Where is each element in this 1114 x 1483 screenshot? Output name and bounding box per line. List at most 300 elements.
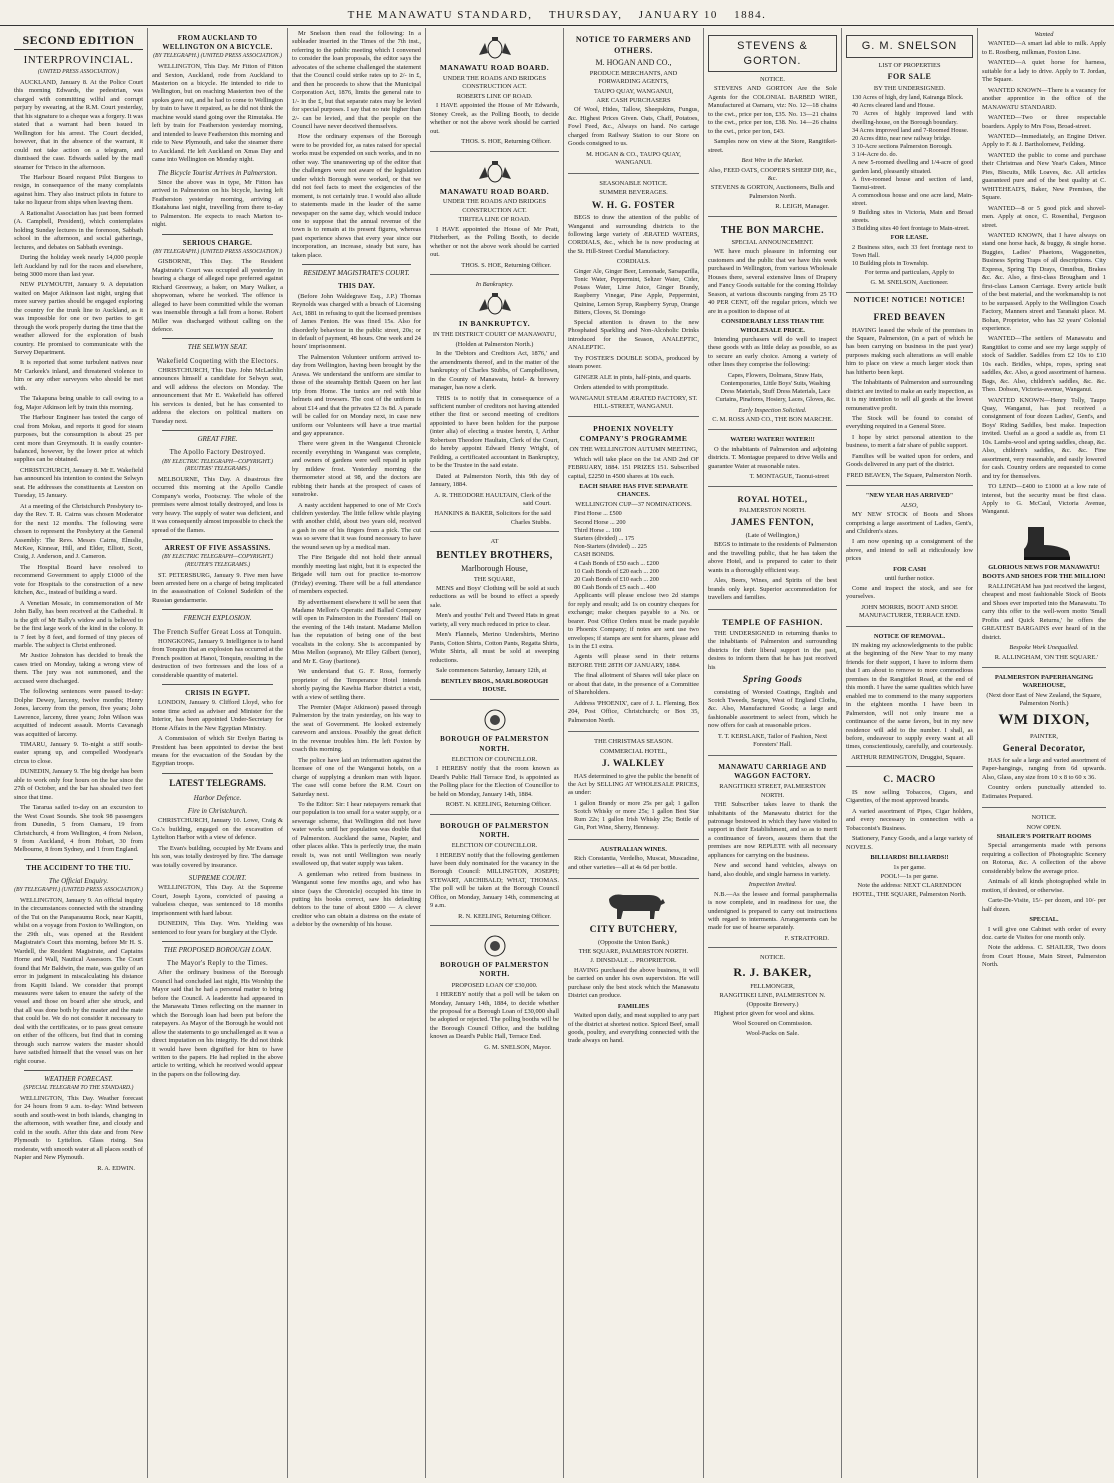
property-item: 20 Acres ditto, near new railway bridge. xyxy=(852,134,952,142)
article-paragraph: Since the above was in type, Mr Fitton has arrived in Palmerston on his bicycle, having left Featherston yesterday morning, arriving at Ekatahuna last night, travelling from there to-day to Palmerston. He expects to reach Marton to-night. xyxy=(152,178,283,229)
article-paragraph: A Rationalist Association has just been formed (A. Campbell, President), which contemplates holding Sunday lectures in the forenoon, Sabbath school in the afternoon, and social gatherings, lectures, and debates on Sabbath evenings. xyxy=(14,209,143,251)
ad-line: BOOTS AND SHOES FOR THE MILLION! xyxy=(982,573,1106,581)
divider xyxy=(162,773,273,774)
ad-body: Rich Constantia, Verdelho, Muscat, Muscadine, and other varieties—all at 4s 6d per bottle. xyxy=(568,855,699,871)
wines-ad xyxy=(568,842,699,879)
newspaper-columns xyxy=(10,28,1110,1478)
article-paragraph: Mr Justice Johnston has decided to break the cases tried on Monday, taking a wrong view of them. The jury was not summoned, and the accused were discharged. xyxy=(14,652,143,685)
ad-line: FOR SALE xyxy=(887,71,932,81)
ad-line: SEASONABLE NOTICE. xyxy=(599,179,668,187)
wanted-ad: WANTED the public to come and purchase their Christmas and New Year's Cakes, Mince Pies, Biscuits, Milk Loaves, &c. All articles guaranteed pure and of the best quality at C. WHITEHEAD'S, Baker, New Premises, the Square. xyxy=(982,151,1106,202)
article-paragraph: MELBOURNE, This Day. A disastrous fire occurred this morning at the Apollo Candle Company's works, Footscray. The whole of the premises were almost totally destroyed, and loss is very heavy. The supply of water was deficient, and it was consequently almost impossible to check the spread of the flames. xyxy=(152,475,283,534)
wanted-ad: WANTED KNOWN—There is a vacancy for another apprentice in the office of the MANAWATU STANDARD. xyxy=(982,86,1106,111)
ad-body: Country orders punctually attended to. Estimates Prepared. xyxy=(982,784,1106,800)
credit: (UNITED PRESS ASSOCIATION.) xyxy=(37,69,120,76)
ad-body: Intending purchasers will do well to inspect these goods with as little delay as possible, so as to secure an early choice. Among a variety of other lines they comprise the following: xyxy=(708,336,837,369)
wanted-ad: WANTED—A quiet horse for harness, suitable for a lady to drive. Apply to T. Jordan, The Square. xyxy=(982,59,1106,84)
ad-body: Agents will please send in their returns BEFORE THE 28TH OF JANUARY, 1884. xyxy=(568,653,699,669)
ad-line: SPECIAL ANNOUNCEMENT. xyxy=(731,239,814,247)
ad-line: CONSIDERABLY LESS THAN THE WHOLESALE PRICE. xyxy=(721,318,824,334)
ad-signature: ROBT. N. KEELING, Returning Officer. xyxy=(445,801,551,809)
credit: (BY TELEGRAPH.) (UNITED PRESS ASSOCIATION.) xyxy=(153,53,282,60)
ad-signature: JOHN MORRIS, BOOT AND SHOE MANUFACTURER, TERRACE END. xyxy=(859,603,960,620)
ad-line: FOR CASH xyxy=(893,565,926,573)
election-notice xyxy=(430,702,559,814)
ad-title: WATER! WATER!! WATER!!! xyxy=(730,436,815,444)
ox-illustration-icon xyxy=(599,887,669,921)
prize-list xyxy=(568,510,699,551)
ad-body: Sale commences Saturday, January 12th, at xyxy=(436,667,547,675)
ad-signature: THOS. S. HOE, Returning Officer. xyxy=(461,138,551,146)
ad-title: BENTLEY BROTHERS, xyxy=(436,549,553,561)
wanted-ad: WANTED KNOWN, that I have always on stand one horse hack, & buggy, & single horse. Buggies, Ladies' Phaetons, Waggonettes, Business Spring Traps of all descriptions. City Express, Spring Tip Drays, Omnibus, Brakes &c. &c. Also, a first-class Brougham and 1 first-class Lanson Carriage. Every article built of the best material, and the workmanship is not to be surpassed. Apply to the Wellington Coach Factory, Manners street and Taranaki place. M. Bohan, Proprietor, who has 32 years' Colonial experience. xyxy=(982,231,1106,332)
hogan-notice xyxy=(568,30,699,174)
bicycle-subheading: The Bicycle Tourist Arrives in Palmerston. xyxy=(157,168,278,177)
ad-line: BY THE UNDERSIGNED. xyxy=(873,84,946,92)
this-day-subheading: THIS DAY. xyxy=(338,282,375,291)
ad-body: RALLINGHAM has just received the largest, cheapest and most fashionable Stock of Boots and Shoes ever imported into the Manawatu. To carry this offer to the well-worn motto 'Small Profits and Quick Returns,' he offers the GREATEST BARGAINS ever heard of in the district. xyxy=(982,582,1106,641)
article-paragraph: WELLINGTON, This Day. Mr Fitton of Fitton and Sexton, Auckland, rode from Auckland to Masterton on a bicycle. He intended to ride to Wellington, but on reaching Masterton two of the spokes gave out, and he had to come to Wellington by train to have it repaired, as he did not think the machine would stand going over the Rimutaka. He left by train for Featherston yesterday morning, and intended to leave Featherston this morning and ride to New Plymouth, and take the steamer there to Auckland. He left Auckland on Xmas Day and came into Wellington on Monday night. xyxy=(152,63,283,164)
property-item: A commodious house and one acre land, Main-street. xyxy=(852,192,973,208)
signature: R. A. EDWIN. xyxy=(97,1164,135,1172)
tiu-subheading: The Official Enquiry. xyxy=(48,877,109,886)
column-3 xyxy=(288,28,426,1478)
ad-list: 1 gallon Brandy or more 25s per gal; 1 gallon Scotch Whisky or more 25s; 1 gallon Best Star Rum 22s; 1 gallon Irish Whisky 25s; Bottle of Gin, Port Wine, Sherry, Hennessy. xyxy=(574,799,699,832)
ad-line: UNDER THE ROADS AND BRIDGES CONSTRUCTION ACT. xyxy=(442,74,547,91)
ad-body: Highest price given for wool and skins. xyxy=(714,1010,815,1018)
column-7 xyxy=(842,28,978,1478)
article-paragraph: The Harbour Engineer has tested the cargo of coal from Mokau, and reports it good for steam purposes, but the consumption is about 25 per cent more than Greymouth. It is easily counter-balanced, however, by the lower price at which supplies can be obtained. xyxy=(14,414,143,464)
ad-line: IN THE DISTRICT COURT OF MANAWATU, xyxy=(432,331,557,339)
ad-body: GINGER ALE in pints, half-pints, and quarts. xyxy=(574,373,692,381)
ad-body: THE UNDERSIGNED in returning thanks to the inhabitants of Palmerston and surrounding districts for their liberal support in the past, desires to inform them that he has just received his xyxy=(708,629,837,671)
bon-marche-ad xyxy=(708,219,837,431)
ad-line: Bespoke Work Unequalled. xyxy=(1009,644,1079,651)
divider xyxy=(162,941,273,942)
latest-telegrams-heading: LATEST TELEGRAMS. xyxy=(169,777,266,788)
article-paragraph: The following sentences were passed to-day: Dolphe Dewey, larceny, twelve months; Henry Jones, larceny from the person, five years; John Lawrence, larceny, three years; John Wilson was acquitted of indecent assault. Morris Cavanagh was acquitted of larceny. xyxy=(14,688,143,738)
column-2 xyxy=(148,28,288,1478)
ad-signature: F. STRATFORD. xyxy=(784,934,829,942)
ad-body: The Stock will be found to consist of everything required in a General Store. xyxy=(846,415,973,431)
ad-line: TIRITEA LINE OF ROAD. xyxy=(458,216,531,224)
cash-bond-list xyxy=(568,551,699,592)
column-4 xyxy=(426,28,564,1478)
ad-body: MY NEW STOCK of Boots and Shoes comprising a large assortment of Ladies, Gent's, and Children's sizes. xyxy=(846,511,973,536)
ad-line: NOTICE. xyxy=(759,76,786,84)
ad-line: PALMERSTON NORTH. xyxy=(739,506,806,514)
article-paragraph: The police have laid an information against the licensee of one of the Wanganui hotels, on a charge of supplying a drunken man with liquor. The case will come before the R.M. Court on Saturday next. xyxy=(292,756,421,798)
article-paragraph: The Tararua sailed to-day on an excursion to the West Coast Sounds. She took 98 passengers from Dunedin, 5 from Oamaru, 19 from Christchurch, 4 from Wellington, 4 from Nelson, 9 from Auckland, 4 from Hobart, 30 from Melbourne, 8 from Sydney, and 1 from England. xyxy=(14,804,143,854)
ad-line: SPECIAL. xyxy=(1029,916,1059,924)
prize-row: Second Horse ... 200 xyxy=(574,518,626,526)
ad-body: Address 'PHOENIX', care of J. L. Fleming, Box 204, Post Office, Christchurch; or Box 35, Palmerston North. xyxy=(568,699,699,724)
column-5 xyxy=(564,28,704,1478)
water-ad xyxy=(708,432,837,486)
ad-signature: WANGANUI STEAM ÆRATED FACTORY, ST. HILL-STREET, WANGANUI. xyxy=(569,394,698,410)
ad-body: Families will be waited upon for orders, and Goods delivered in any part of the district. xyxy=(846,452,973,469)
ad-body: I hope by strict personal attention to the business, to merit a fair share of public support. xyxy=(846,433,973,450)
fred-beaven-ad xyxy=(846,307,973,486)
bicycle-heading: FROM AUCKLAND TO WELLINGTON ON A BICYCLE. xyxy=(162,34,273,52)
ad-body: Orders attended to with promptitude. xyxy=(574,384,669,392)
ad-signature: THOS. S. HOE, Returning Officer. xyxy=(461,261,551,269)
article-paragraph: The Harbour Board request Pilot Burgess to resign, in consequence of the many complaints against him. They also instruct pilots in future to take no liqueur from ships when leaving them. xyxy=(14,173,143,207)
ad-title: WM DIXON, xyxy=(998,711,1090,728)
property-item: A new 5-roomed dwelling and 1/4-acre of good garden land, pleasantly situated. xyxy=(852,159,973,175)
ad-body: The final allotment of Shares will take place on or about that date, in the presence of a Committee of Shareholders. xyxy=(568,672,699,697)
ad-title: STEVENS & GORTON. xyxy=(708,35,837,72)
property-item: 130 Acres of high, dry land, Kairanga Block. xyxy=(852,93,964,101)
ad-title: G. M. SNELSON xyxy=(846,35,973,58)
serious-charge-heading: SERIOUS CHARGE. xyxy=(182,238,253,247)
explosion-heading: FRENCH EXPLOSION. xyxy=(183,614,252,623)
ad-line: Wool-Packs on Sale. xyxy=(746,1029,799,1037)
ad-body: Which will take place on the 1st AND 2nd OF FEBRUARY, 1884. 151 PRIZES 151. Subscribed capital, £2250 in 4500 shares at 10s each. xyxy=(568,455,699,480)
cash-row: CASH BONDS. xyxy=(574,551,615,559)
ad-line: Spring Goods xyxy=(742,675,803,686)
ad-body: BEGS to intimate to the residents of Palmerston and the travelling public, that he has taken the above Hotel, and is prepared to cater to their wants in a thoroughly efficient way. xyxy=(708,541,838,574)
borough-seal-icon xyxy=(473,707,517,733)
ad-body: I HEREBY notify that the room known as Deard's Public Hall Terrace End, is appointed as the Polling place for the Election of Councillor to be held on Monday, January 14th, 1884. xyxy=(430,765,559,798)
commercial-hotel-ad xyxy=(568,734,699,840)
cash-row: 4 Cash Bonds of £50 each ... £200 xyxy=(574,559,659,567)
ad-body: Men's Flannels, Merino Undershirts, Merino Pants, Cotton Shirts, Cotton Pants, Regatta Shirts, White Shirts, all must be sold at sweeping reductions. xyxy=(430,631,559,664)
ad-signature: HANKINS & BAKER, Solicitors for the said Charles Stubbs. xyxy=(434,510,551,526)
ad-line: Wool Scoured on Commission. xyxy=(732,1020,813,1028)
selwyn-subheading: Wakefield Coqueting with the Electors. xyxy=(156,356,279,365)
property-item: 3 1/4-Acre do. do. xyxy=(852,151,898,159)
ad-line: General Decorator, xyxy=(1002,742,1086,753)
divider xyxy=(162,684,273,685)
ad-title: MANAWATU ROAD BOARD. xyxy=(439,186,550,196)
ad-body: THE Subscriber takes leave to thank the inhabitants of the Manawatu district for the patronage bestowed in which they have visited to support in their Establishment, and so as to merit a continuance of favors, assures them that the premises are now REPLETE with all necessary appliances for carrying on the business. xyxy=(708,801,837,859)
ad-body: I HAVE appointed the House of Mr Edwards, Stoney Creek, as the Polling Booth, to decide whether or not the above work should be carried out. xyxy=(430,102,559,135)
ad-line: SHAILER'S PORTRAIT ROOMS xyxy=(996,833,1092,841)
boot-illustration-icon xyxy=(1014,525,1074,561)
loan-notice xyxy=(430,928,559,1056)
ad-body: consisting of Worsted Coatings, English and Scotch Tweeds, Serges, West of England Cloths, &c. Also, Manufactured Goods; a large and fashionable assortment to select from, which he now offers for cash at reasonable prices. xyxy=(708,688,837,730)
removal-notice xyxy=(846,629,973,768)
wanted-ad: WANTED—A smart lad able to milk. Apply to E. Rostberg, milkman, Foxton Line. xyxy=(982,40,1106,56)
article-paragraph: The Palmerston Volunteer uniform arrived to-day from Wellington, having been brought by the Arawa. We understand the uniform are similar to those of the steamship British Queen on her last trip from Home. The tunics are red with blue helmets and trowsers. The cost of the uniform is about £14 and that the privates £2 3s 8d. A parade will be called for on Monday next, in case new uniform our Volunteers will have a true martial and gay appearance. xyxy=(292,353,421,437)
ad-line: POOL!—1s per game. xyxy=(880,872,939,880)
cash-row: 80 Cash Bonds of £5 each ... 400 xyxy=(574,584,656,592)
wanted-ad: WANTED—The settlers of Manawatu and Rangitikei to come and see my large supply of stock of Saddler. Saddles from £2 10s to £10 10s each. Bridles, whips, ropes, spring seat saddles, &c. Also, a good assortment of harness. Bags, &c. Also, children's saddles, &c. &c. Theo. Dobson, Victoria-avenue, Wanganui. xyxy=(982,335,1106,394)
ad-title: TEMPLE OF FASHION. xyxy=(722,616,823,627)
ad-signature: BENTLEY BROS., MARLBOROUGH HOUSE. xyxy=(441,677,548,693)
carriage-factory-ad xyxy=(708,758,837,949)
royal-crest-icon xyxy=(473,35,517,61)
ad-title: ROYAL HOTEL, xyxy=(737,493,808,504)
dixon-paperhanging-ad xyxy=(982,670,1106,808)
ad-body: IS now selling Tobaccos, Cigars, and Cigarettes, of the most approved brands. xyxy=(846,788,973,805)
ad-body: Come and inspect the stock, and see for yourselves. xyxy=(846,584,973,601)
property-item: A five-roomed house and section of land, Taonui-street. xyxy=(852,175,973,192)
macro-tobacconist-ad xyxy=(846,769,973,904)
ad-line: (Holden at Palmerston North.) xyxy=(455,340,534,348)
rm-court-heading: RESIDENT MAGISTRATE'S COURT. xyxy=(303,269,410,278)
prize-row: Non-Starters (divided) ... 225 xyxy=(574,543,647,551)
wanted-ad: TO LEND—£400 to £1000 at a low rate of interest, but the security must be first class. Apply to G. McCaul, Victoria Avenue, Wanganui. xyxy=(982,483,1106,516)
article-paragraph: It is reported that some turbulent natives near Mr Carkeek's inland, and threatened violence to him or any other surveyors who should be met with. xyxy=(14,359,143,392)
ad-title: IN BANKRUPTCY. xyxy=(458,319,531,329)
ad-list: Capes, Flowers, Dolmans, Straw Hats, Contemporaries, Little Boys' Suits, Washing Dress Materials, Stuff Dress Materials, Lace Curtains, Pinafores, Hosiery, Laces, Gloves, &c. xyxy=(715,371,836,404)
prize-row: First Horse ... £500 xyxy=(574,510,622,518)
ad-line: ELECTION OF COUNCILLOR. xyxy=(451,755,538,763)
election-notice xyxy=(430,817,559,927)
divider xyxy=(162,539,273,540)
article-paragraph: GISBORNE, This Day. The Resident Magistrate's Court was occupied all yesterday in hearing a charge of alleged rape preferred against Richard Greenway, a baker, on Mary Walker, a shopwoman, where he worked. The offence is alleged to have been committed while the woman was insensible through a fall from a horse. Robert Miller was discharged without calling on the defence. xyxy=(152,258,283,333)
ad-signature: FRED BEAVEN, The Square, Palmerston North. xyxy=(846,471,973,479)
ad-line: ON THE WELLINGTON AUTUMN MEETING, xyxy=(569,446,698,454)
borough-loan-heading: THE PROPOSED BOROUGH LOAN. xyxy=(163,945,272,954)
credit: (BY TELEGRAPH.) (UNITED PRESS ASSOCIATION.) xyxy=(153,248,282,255)
ad-line: THE SQUARE, xyxy=(473,575,516,583)
ad-line: COMMERCIAL HOTEL, xyxy=(599,747,668,755)
article-paragraph: ST. PETERSBURG, January 9. Five men have been arrested here on a charge of being implicated in the assassination of Colonel Sudeikin of the Russian gendarmerie. xyxy=(152,571,283,604)
ad-body: STEVENS AND GORTON Are the Sole Agents for the COLONIAL BARBED WIRE, Manufactured at Oamaru, viz: No. 12—18 chains to the cwt., price per ton, £35. No. 13—21 chains to the cwt., price per ton, £38. No. 14—26 chains to the cwt., price per ton, £43. xyxy=(708,85,837,135)
road-board-notice xyxy=(430,30,559,152)
ad-body: Try FOSTER'S DOUBLE SODA, produced by steam power. xyxy=(568,354,699,371)
ad-line: ELECTION OF COUNCILLOR. xyxy=(451,842,538,850)
credit: (BY TELEGRAPH.) (UNITED PRESS ASSOCIATION.) xyxy=(14,887,143,894)
ad-title: R. J. BAKER, xyxy=(733,964,812,979)
credit: (SPECIAL TELEGRAM TO THE STANDARD.) xyxy=(23,1085,134,1092)
mayor-reply-subheading: The Mayor's Reply to the Times. xyxy=(166,959,269,968)
ad-body: Ales, Beers, Wines, and Spirits of the best brands only kept. Superior accommodation for travellers and families. xyxy=(708,577,837,602)
article-paragraph: During the holiday week nearly 14,000 people left Auckland by rail for the races and elsewhere, being 3000 more than last year. xyxy=(14,254,143,278)
selwyn-heading: THE SELWYN SEAT. xyxy=(187,343,248,352)
ad-title: CITY BUTCHERY, xyxy=(589,924,678,935)
fire-christchurch-subheading: Fire in Christchurch. xyxy=(187,807,248,816)
ad-line: Marlborough House, xyxy=(461,563,528,573)
article-paragraph: DUNEDIN, January 9. The big dredge has been able to work only four hours on the bar since the 27th of October, and the bar has shoaled two feet since that time. xyxy=(14,768,143,801)
masthead-paper: THE MANAWATU STANDARD, xyxy=(347,9,533,21)
article-paragraph: WELLINGTON, This Day. Weather forecast for 24 hours from 9 a.m. to-day: Wind between south and south-west in both islands, changing in the afternoon, with weather fine, and cloudy and cold in the south. After this date and from New Plymouth to Lyttelton. Glass rising. Sea moderate, with smooth water at all places south of Napier and New Plymouth. xyxy=(14,1094,143,1162)
fire-heading: GREAT FIRE. xyxy=(197,435,238,444)
article-paragraph: NEW PLYMOUTH, January 9. A deputation waited on Major Atkinson last night, urging that more survey parties should be engaged exploring the country for the trunk line to Auckland, as it was impossible for one or two parties to get through the work properly during the time that the weather allowed for the exploration of bush country. He promised to communicate with the Survey Department. xyxy=(14,281,143,357)
ad-signature: G. M. SNELSON, Auctioneer. xyxy=(870,278,949,286)
ad-body: Carte-De-Visite, 15/- per dozen, and 10/- per half dozen. xyxy=(982,897,1106,913)
bentley-brothers-ad xyxy=(430,534,559,700)
masthead-year: 1884. xyxy=(734,9,767,21)
interprovincial-title: INTERPROVINCIAL. xyxy=(23,53,134,66)
article-paragraph: To the Editor: Sir: I hear ratepayers remark that our population is too small for a water supply, or a sewerage scheme, that Wellington did not have water works until her population was double that of Palmerston. Auckland the same, Napier, and other places alike. This is perfectly true, the main result is, was not until Wellington was nearly swallowed up, that water supply was taken. xyxy=(292,800,421,868)
ad-body: Samples now on view at the Store, Rangitikei-street. xyxy=(708,138,837,154)
ad-line: ARE CASH PURCHASERS xyxy=(596,97,671,104)
wanted-ad: WANTED—8 or 5 good pick and shovel-men. Apply at once, C. Rosenthal, Ferguson street. xyxy=(982,204,1106,229)
ad-line: WELLINGTON CUP—37 NOMINATIONS. xyxy=(575,500,692,508)
article-paragraph: After the ordinary business of the Borough Council had concluded last night, His Worship the Mayor said that he had a personal matter to bring before the Council. A leaderette had appeared in the Manawatu Times reflecting on the manner in which the Borough loan had been put before the ratepayers. As Mayor of the Borough he would not allow the statements to go unchallenged as it was a direct imputation on his integrity. He did not think it would have been dignified for him to have written to the papers. He had replied in the above article to writing, which he received would appear in the papers on the following day. xyxy=(152,969,283,1078)
ad-title: J. WALKLEY xyxy=(602,758,665,769)
ad-signature: C. M. ROSS AND CO., THE BON MARCHE. xyxy=(712,416,833,424)
wanted-heading: Wanted xyxy=(1034,31,1054,38)
ad-title: JAMES FENTON, xyxy=(731,518,814,529)
article-paragraph: The Fire Brigade did not hold their annual monthly meeting last night, but it is expected the Brigade will turn out for practice to-morrow (Friday) evening. There will be a full attendance of members expected. xyxy=(292,554,421,596)
ad-body: N.B.—As the lessee and formal paraphernalia is now complete, and in readiness for use, the undersigned is prepared to carry out instructions with regard to interments. Arrangements can be made for use of hearse separately. xyxy=(708,890,837,932)
ad-line: J. DINSDALE ... PROPRIETOR. xyxy=(590,957,677,965)
snelson-properties-ad xyxy=(846,30,973,293)
ad-body: Applicants will please enclose two 2d stamps for reply and result; add 1s on country cheques for exchange; make cheques payable to a No. or bearer. Post Office Orders must be made payable to Phoenix Company; if notes are sent use two envelopes; if stamps are sent for shares, please add 1s in the £1 extra. xyxy=(568,592,699,650)
ad-body: HAVING purchased the above business, it will be carried on under his own supervision. He will purchase only the best stock which the Manawatu District can produce. xyxy=(568,966,699,1000)
ad-line: NOTICE. xyxy=(759,954,786,962)
ad-title: AUSTRALIAN WINES. xyxy=(600,845,667,853)
ad-title: BOROUGH OF PALMERSTON NORTH. xyxy=(440,961,549,979)
ad-line: ALSO, xyxy=(901,501,918,509)
ad-signature: T. T. KERSLAKE, Tailor of Fashion, Next Foresters' Hall. xyxy=(717,732,828,749)
ad-title: NOTICE TO FARMERS AND OTHERS. xyxy=(575,35,692,55)
ad-line: EACH SHARE HAS FIVE SEPARATE CHANCES. xyxy=(579,483,688,499)
harbor-defence-subheading: Harbor Defence. xyxy=(193,793,242,802)
article-paragraph: By advertisement elsewhere it will be seen that Madame Mellon's Operatic and Ballad Company will open in Palmerston in the Foresters' Hall on the evening of the 14th instant. Madame Mellon has the reputation of being one of the best vocalists in the colony. She is accompanied by Miss Mellon (soprano), Mr Elley Gilbert (tenor), and Mr E. Gray (baritone). xyxy=(292,598,421,665)
divider xyxy=(162,609,273,610)
ad-line: until further notice. xyxy=(884,575,935,583)
ad-body: THIS is to notify that in consequence of a sufficient number of creditors not having attended either the first or second meeting of creditors appointed to have been holden for the purpose (inter alia) of electing a trustee herein, I, Arthur Robertson Theodore Haultain, Clerk of the Court, do hereby appoint Edward Henry Wright, of Feilding, a certificated accountant in Bankruptcy, to be the Trustee in the said estate. xyxy=(430,394,559,470)
ad-line: For terms and particulars, Apply to xyxy=(864,269,955,277)
property-item: 70 Acres of highly improved land with dwelling-house, on the Borough boundary. xyxy=(852,110,973,126)
credit: (BY ELECTRIC TELEGRAPH—COPYRIGHT.) (REUTERS' TELEGRAMS.) xyxy=(162,458,273,473)
cash-row: 10 Cash Bonds of £20 each ... 200 xyxy=(574,567,659,575)
ad-title: NOTICE OF REMOVAL. xyxy=(873,632,946,640)
explosion-subheading: The French Suffer Great Loss at Tonquin. xyxy=(153,627,282,636)
second-edition-title: SECOND EDITION xyxy=(14,33,143,50)
ad-body: IN making my acknowledgments to the public at the beginning of the New Year to my many friends for their support, I have to inform them that I am about to remove to more commodious premises in the Rangitikei Road, at the end of this month. I have the same qualities which have enabled me to commend to the many supporters in the eighteen months I have been in Palmerston, will not only insure me a continuance of the same favors, but in my new residence will add to the number. I shall, as before, endeavour to supply every want at all times, conscientiously, carefully, and courteously. xyxy=(846,642,973,751)
divider xyxy=(162,234,273,235)
egypt-heading: CRISIS IN EGYPT. xyxy=(185,689,250,698)
column-1 xyxy=(10,28,148,1478)
divider xyxy=(24,1070,133,1071)
ad-line: PAINTER, xyxy=(1030,732,1058,740)
ad-line: RANGITIKEI STREET, PALMERSTON NORTH. xyxy=(719,783,826,799)
ad-line: RANGITIKEI LINE, PALMERSTON N. (Opposite Brewery.) xyxy=(719,992,826,1008)
article-paragraph: CHRISTCHURCH, January 10. Lowe, Craig & Co.'s building, engaged on the excavation of Lyttelton Harbor with a view of defence. xyxy=(152,817,283,842)
ad-body: HAS determined to give the public the benefit of the Act by SELLING AT WHOLESALE PRICES, as under: xyxy=(568,772,699,797)
ad-signature: ARTHUR REMINGTON, Druggist, Square. xyxy=(851,753,965,761)
ad-body: Stationery, Fancy Goods, and a large variety of NOVELS. xyxy=(846,835,973,851)
allingham-ad xyxy=(982,519,1106,668)
property-item: 3 10-Acre sections Palmerston Borough. xyxy=(852,143,953,151)
property-item: 3 Building sites 40 feet frontage to Main-street. xyxy=(852,224,970,232)
ad-list: Ginger Ale, Ginger Beer, Lemonade, Sarsaparilla, Tonic Water, Peppermint, Seltzer Water, Cider, Potass Water, Lime Juice, Ginger Brandy, Raspberry Vinegar, Pine Apple, Peppermint, Quinine, Lemon Syrup, Raspberry Syrup, Orange Bitters, Cloves, St. Domingo xyxy=(574,267,699,316)
ad-body: New and second hand vehicles, always on hand, also double, and single harness in variety. xyxy=(708,862,837,878)
ad-signature: A. R. THEODORE HAULTAIN, Clerk of the said Court. xyxy=(434,491,551,507)
notice-heading: NOTICE! NOTICE! NOTICE! xyxy=(853,295,966,305)
phoenix-ad xyxy=(568,419,699,732)
article-paragraph: A Commission of which Sir Evelyn Baring is President has been appointed to devise the best means for the evacuation of the Soudan by the Egyptian troops. xyxy=(152,735,283,768)
article-paragraph: DUNEDIN, This Day. Wm. Yielding was sentenced to four years for burglary at the Clyde. xyxy=(152,920,283,936)
article-paragraph: The Premier (Major Atkinson) passed through Palmerston by the train yesterday, on his way to the seat of Government. He looked extremely careworn and anxious. Possibly the great deficit in the revenue troubles him. He left Foxton by coach this morning. xyxy=(292,704,421,754)
ad-signature: M. HOGAN & CO., TAUPO QUAY, WANGANUI. xyxy=(586,150,681,167)
prize-row: Third Horse ... 100 xyxy=(574,526,622,534)
city-butchery-ad xyxy=(568,881,699,1052)
divider xyxy=(162,338,273,339)
article-paragraph: AUCKLAND, January 8. At the Police Court this morning Edwards, the pedestrian, was charged with committing wilful and corrupt perjury by swearing, at the R.M. Court yesterday, that his signature to a cheque was a forgery. It was stated that a warrant had been issued in Wellington for his arrest. The Court decided, however, that in the absence of the warrant, it could not take action on a telegram, and dismissed the case. Edwards sailed by the mail steamer for 'Frisco in the afternoon. xyxy=(14,78,143,171)
article-paragraph: TIMARU, January 9. To-night a stiff south-easter sprang up, and compelled Woodyear's circus to close. xyxy=(14,740,143,765)
article-paragraph: The Takapuna being unable to call owing to a fog, Major Atkinson left by train this morning. xyxy=(14,395,143,411)
article-paragraph: WELLINGTON, This Day. At the Supreme Court, Joseph Lyons, convicted of passing a valueless cheque, was sentenced to 18 months imprisonment with hard labour. xyxy=(152,884,283,917)
ad-signature: G. M. SNELSON, Mayor. xyxy=(484,1043,551,1051)
lease-item: 2 Business sites, each 33 feet frontage next to Town Hall. xyxy=(852,243,973,259)
ad-title: THE BON MARCHE. xyxy=(720,224,825,236)
ad-title: BOROUGH OF PALMERSTON NORTH. xyxy=(440,821,549,839)
ad-body: BEGS to draw the attention of the public of Wanganui and surrounding districts to the following large variety of ÆRATED WATERS, CORDIALS, &c., which he is now producing at the St. Hill-Street Cordial Manufactory. xyxy=(568,214,699,255)
ad-line: NOW OPEN. xyxy=(1026,823,1062,831)
divider xyxy=(24,859,133,860)
credit: (BY ELECTRIC TELEGRAPH—COPYRIGHT.) (REUTER'S TELEGRAMS.) xyxy=(162,554,273,568)
article-paragraph: We understand that G. F. Ross, formerly proprietor of the Temperance Hotel intends shortly paying the Kawhia Harbor district a visit, with a view of settling there. xyxy=(292,668,421,701)
lease-list xyxy=(846,244,973,269)
ad-line: FELLMONGER, xyxy=(750,982,795,990)
ad-body: WE have much pleasure in informing our customers and the public that we have this week purchased in Wellington, from various Wholesale Houses there, several extensive lines of Drapery and Fancy Goods suitable for the coming Holiday Season, at various discounts ranging from 25 TO 40 PER CENT, off the regular prices, which we are in a position to dispose of at xyxy=(708,248,837,315)
ad-title: BOROUGH OF PALMERSTON NORTH. xyxy=(440,735,549,753)
ad-line: FAMILIES xyxy=(617,1002,650,1010)
ad-line: (Late of Wellington,) xyxy=(745,531,800,539)
ad-line: Inspection Invited. xyxy=(748,881,797,889)
ad-body: MENS and Boys' Clothing will be sold at such reductions as will be bound to effect a speedy sale. xyxy=(430,584,559,609)
baker-fellmonger-ad xyxy=(708,950,837,1043)
ad-line: TAUPO QUAY, WANGANUI, xyxy=(593,87,674,95)
ad-body: Special arrangements made with persons requiring a collection of Photographic Scenery on Rotorua, &c. A collection of the above considerably below the average price. xyxy=(982,842,1106,875)
ad-line: CORDIALS. xyxy=(616,258,651,266)
ad-body: Animals of all kinds photographed while in motion, if desired, or otherwise. xyxy=(982,878,1106,894)
article-paragraph: A Venetian Mosaic, in commemoration of Mr John Bally, has been received at the Cathedral. It is the gift of Mr Bally's widow and is believed to be the first large work of the kind in the colony. It is 7 feet by 8 feet, and formed of tiny pieces of marble. The subject is Christ enthroned. xyxy=(14,599,143,649)
ad-title: "NEW YEAR HAS ARRIVED" xyxy=(865,492,954,500)
article-paragraph: How the ordinary expenses of the Borough were to be provided for, as rates raised for special works must be expended on such works, and in no other way. The unanswering up of the editor that the challengers were not aware of the legislation under which Borough were worked, or that we did not feel facts to meet the exigencies of the moment, is not certainly true. I would also allude to statements made in the leader of the same newspaper on the same day, which would induce one to suppose that the annual revenue of the town is to remain at its present figures, whereas past experience shows that every year since our incorporation, an increase, steady but sure, has taken place. xyxy=(292,133,421,259)
ad-title: MANAWATU CARRIAGE AND WAGGON FACTORY. xyxy=(718,762,827,780)
ad-title: MANAWATU ROAD BOARD. xyxy=(439,63,550,72)
column-6 xyxy=(704,28,842,1478)
ad-line: (Next door East of New Zealand, the Square, Palmerston North.) xyxy=(986,691,1102,708)
article-paragraph: Mr Snelson then read the following: In a subleader inserted in the Times of the 7th inst., referring to the public meeting which I convened to consider the loan proposals, the editor says the advocates of the scheme challenged the statement that the Council could strike rates up to 2/- in £, and then he proceeds to show that the Municipal Corporation Act, 1876, limits the general rate to 1/- in the £, but that separate rates may be levied for special purposes. I say that no rate higher than 2/- can be levied, and that the people on the Council have never deceived themselves. xyxy=(292,30,421,130)
ad-body: Of Wool, Hides, Tallow, Sheepskins, Fungus, &c. Highest Prices Given. Oats, Chaff, Potatoes, Fowl Feed, &c., Always on hand. No cartage charged from Railway Station to our Store on Goods consigned to us. xyxy=(568,106,699,148)
ad-signature: STEVENS & GORTON, Auctioneers, Bulls and Palmerston North. xyxy=(710,184,835,200)
stevens-gorton-ad xyxy=(708,30,837,217)
ad-line: Early Inspection Solicited. xyxy=(738,406,807,414)
article-paragraph: The Hospital Board have resolved to recommend Government to apply £1000 of the vote for Hospitals to the construction of a new kitchen, &c., instead of building a ward. xyxy=(14,563,143,597)
wanted-ad: WANTED—Two or three respectable boarders. Apply to Mrs Foss, Broad-street. xyxy=(982,114,1106,130)
ad-line: THE CHRISTMAS SEASON. xyxy=(594,738,673,746)
article-paragraph: A gentleman who retired from business in Wanganui some few months ago, and who has since (says the Chronicle) occupied his time in putting his books correct, saw his defaulting debtors to the tune of about £800 — A clever creditor who can obtain a distress on the estate of a debtor by the ownership of his house. xyxy=(292,870,421,929)
property-item: 40 Acres cleared land and House. xyxy=(852,102,935,110)
ad-line: ROBERTS LINE OF ROAD. xyxy=(456,92,533,100)
ad-body: Men's and youths' Felt and Tweed Hats in great variety, all very much reduced in price to clear. xyxy=(430,612,559,628)
bankruptcy-notice xyxy=(430,277,559,532)
ad-signature: R. N. KEELING, Returning Officer. xyxy=(458,912,551,920)
masthead xyxy=(0,0,1114,26)
royal-crest-icon xyxy=(473,291,517,317)
wanted-ad: WANTED KNOWN—Henry Tolly, Taupo Quay, Wanganui, has just received a consignment of four dozen Ladies', Gent's, and Boys' Riding Saddles, best make. Inspection invited. Useful as a good a saddle as, from £1 10s. Lambs-wool and spring saddles, cheap, &c. Also, children's saddles, &c. &c. Fine assortment, very reasonable, and easily lowered for cash. Country orders are requested to come and try for themselves. xyxy=(982,396,1106,480)
forecast-heading: WEATHER FORECAST. xyxy=(44,1075,113,1084)
borough-seal-icon xyxy=(473,933,517,959)
ad-line: (Opposite the Union Bank,) xyxy=(598,938,669,946)
lease-item: 10 Building plots in Township. xyxy=(852,259,929,267)
ad-body: A varied assortment of Pipes, Cigar holders, and every necessary in connection with a Tobacconist's Business. xyxy=(846,807,973,832)
royal-crest-icon xyxy=(473,159,517,185)
ad-line: PRODUCE MERCHANTS, AND FORWARDING AGENTS, xyxy=(589,69,678,86)
ad-body: HAVING leased the whole of the premises in the Square, Palmerston, (in a part of which he has been carrying on business in the past year) purposes making such alterations as will enable him to place on view a much larger stock than has hitherto been kept. xyxy=(846,326,973,376)
ad-body: I HAVE appointed the House of Mr Pratt, Fitzherbert, as the Polling Booth, to decide whether or not the above work should be carried out. xyxy=(430,225,559,259)
foster-ad xyxy=(568,176,699,418)
article-paragraph: LONDON, January 9. Clifford Lloyd, who for some time acted as adviser and Minister for the Interior, has been appointed Under-Secretary for Home Affairs in the New Egyptian Ministry. xyxy=(152,699,283,732)
article-paragraph: At a meeting of the Christchurch Presbytery to-day the Rev. T. R. Cairns was chosen Moderator for the next 12 months. The following were chosen to represent the Presbytery at the General Assembly: The Revs. Messrs Cairns, Elmslie, McKee, Kinnear, Hill, and Elder, Elliott, Scott, Craig, J. Anderson, and J. Cameron. xyxy=(14,502,143,561)
property-item: 34 Acres improved land and 7-Roomed House. xyxy=(852,126,969,134)
ad-body: Special attention is drawn to the new Phosphated Sparkling and Non-Alcoholic Drinks introduced for the Season, ANALEPTIC, ANALEPTIC. xyxy=(568,318,699,352)
ad-line: Also, FEED OATS, COOPER'S SHEEP DIP, &c., &c. xyxy=(708,166,837,183)
masthead-day: THURSDAY, xyxy=(548,9,623,21)
prize-row: Starters (divided) ... 175 xyxy=(574,534,635,542)
ad-body: Dated at Palmerston North, this 9th day of January, 1884. xyxy=(430,472,559,489)
